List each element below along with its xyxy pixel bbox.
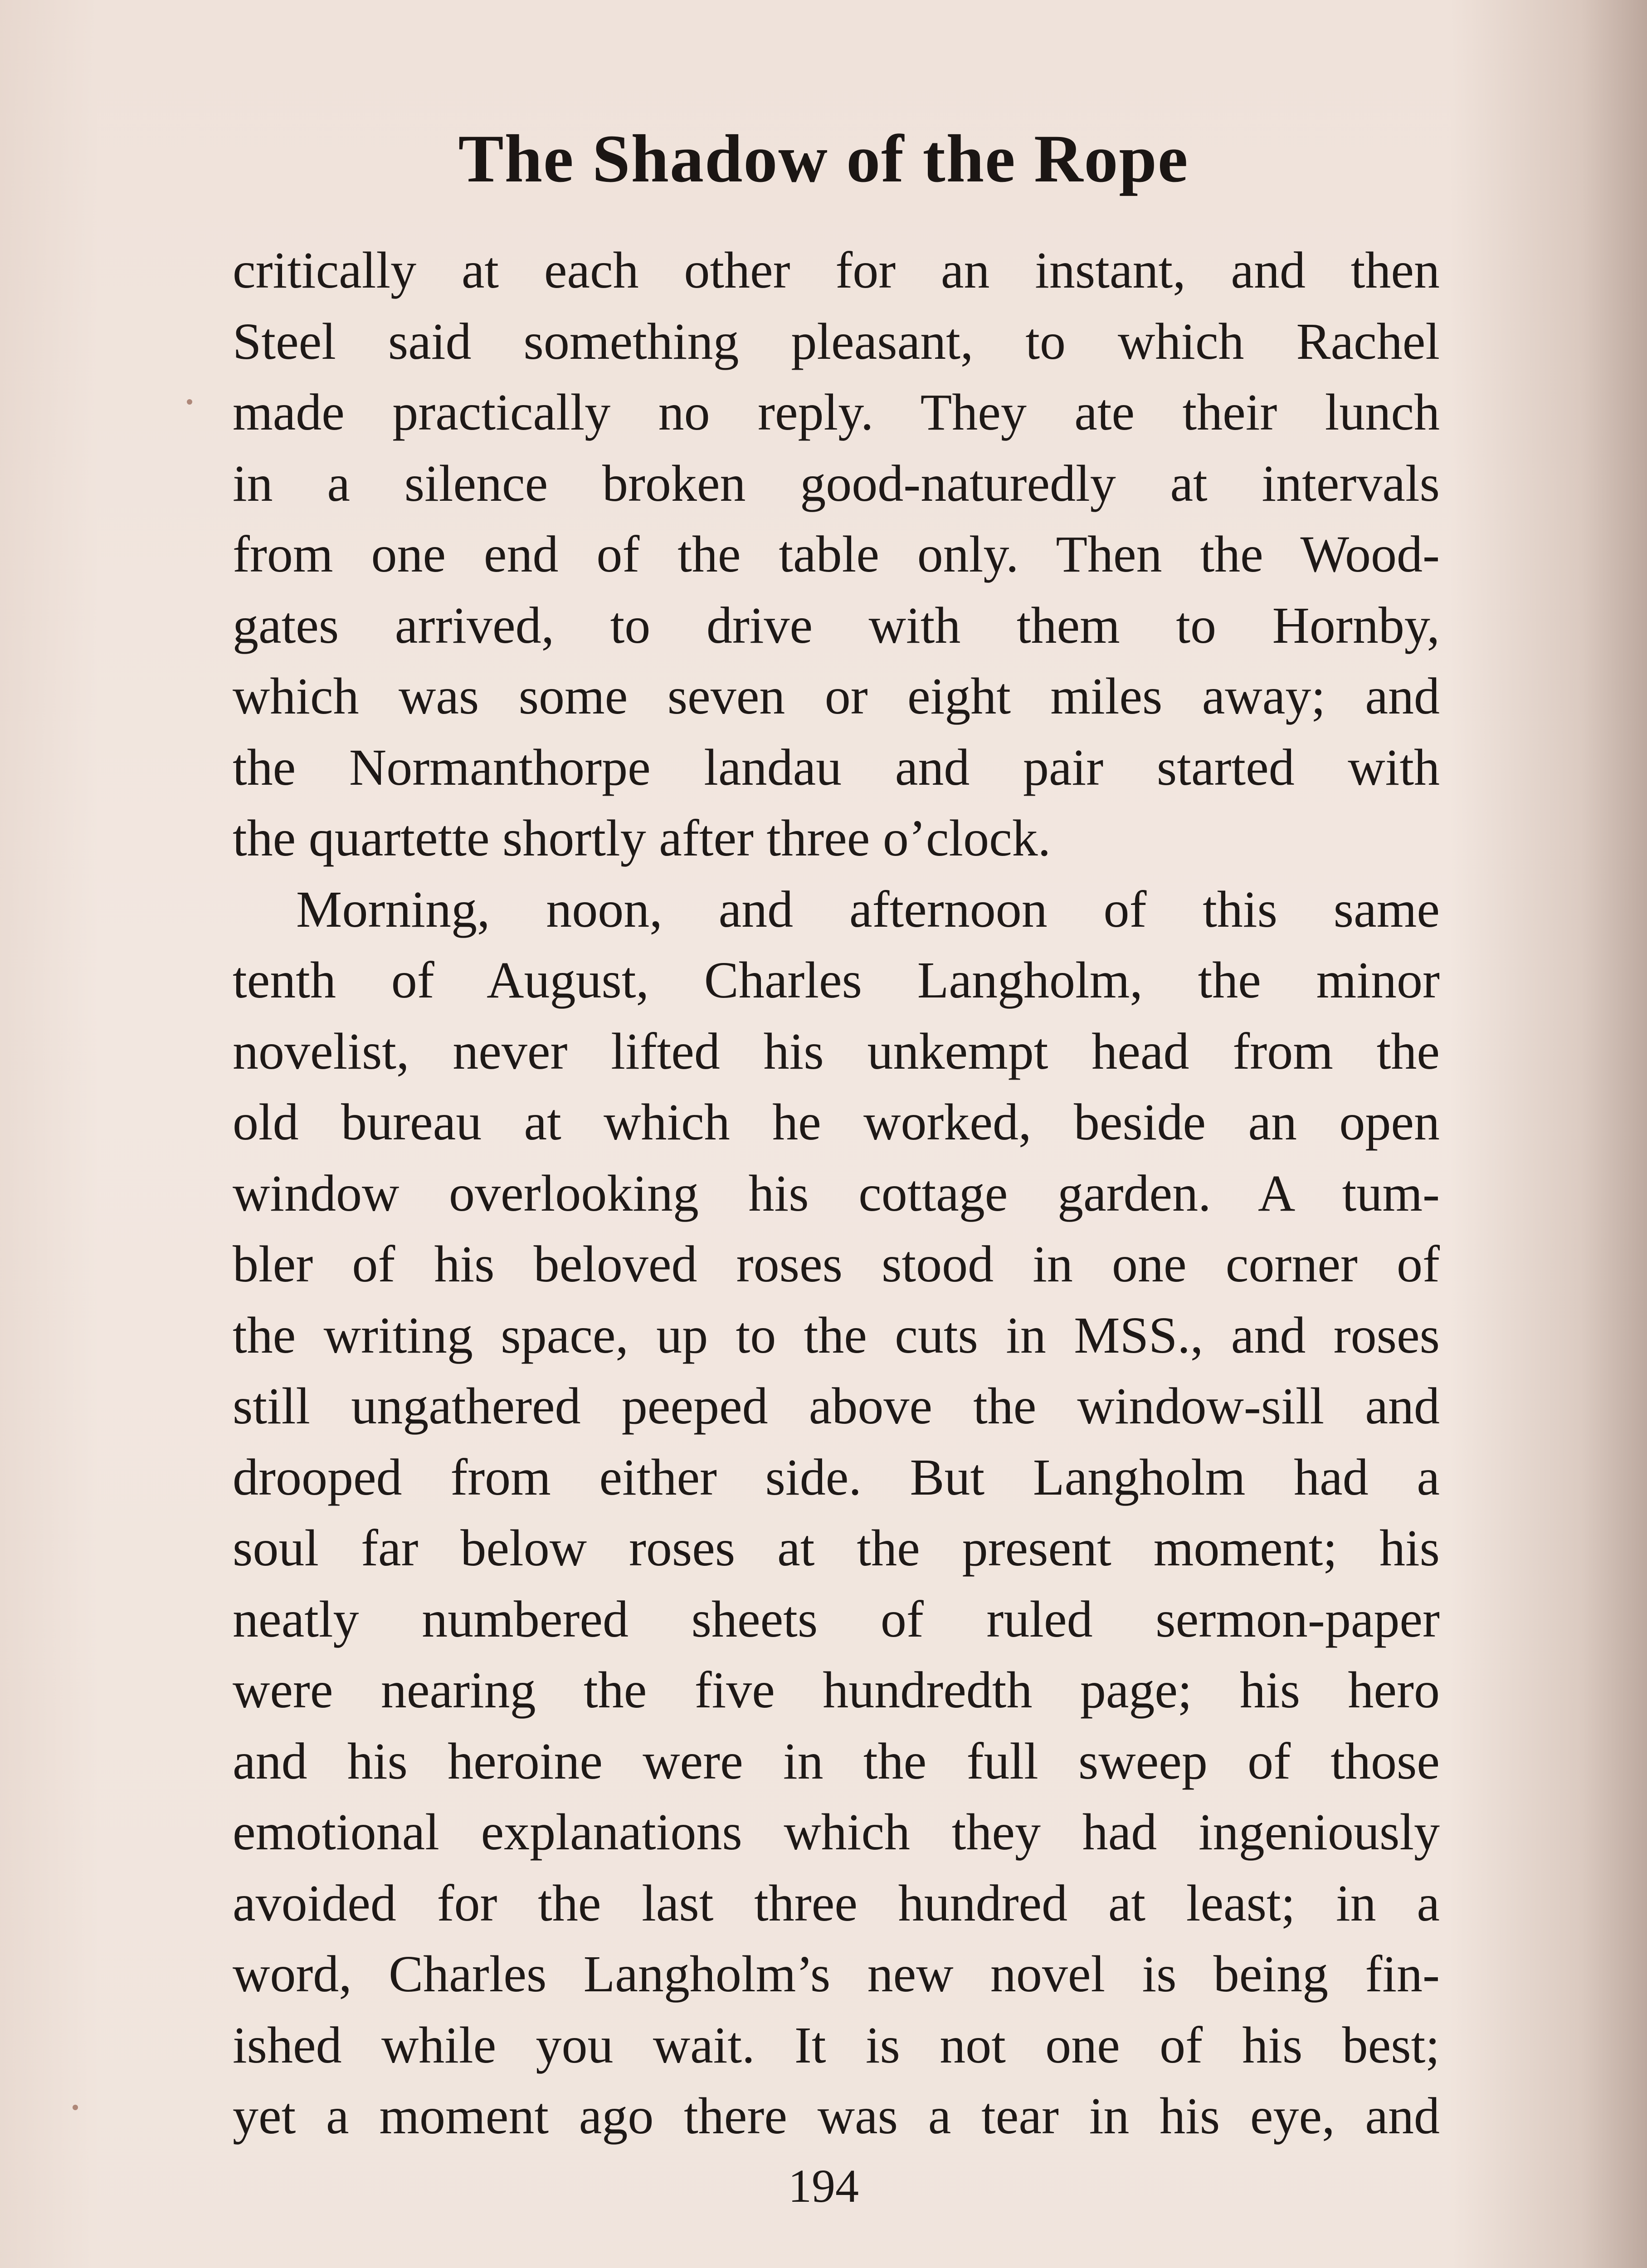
text-line: avoided for the last three hundred at least; in a: [233, 1874, 1440, 1932]
text-line: emotional explanations which they had ingeniously: [233, 1803, 1440, 1861]
page-number: 194: [788, 2160, 859, 2212]
text-line: gates arrived, to drive with them to Hornby,: [233, 596, 1440, 654]
text-line: critically at each other for an instant, and then: [233, 241, 1440, 299]
text-line: soul far below roses at the present moment; his: [233, 1519, 1440, 1577]
running-head: The Shadow of the Rope: [458, 121, 1189, 196]
text-line: word, Charles Langholm’s new novel is being fin-: [233, 1945, 1440, 2003]
text-line: the writing space, up to the cuts in MSS., and roses: [233, 1306, 1440, 1364]
text-line: which was some seven or eight miles away; and: [233, 667, 1440, 725]
text-line: were nearing the five hundredth page; his hero: [233, 1661, 1440, 1719]
text-line: bler of his beloved roses stood in one corner of: [233, 1235, 1440, 1293]
text-line: neatly numbered sheets of ruled sermon-paper: [233, 1590, 1440, 1648]
text-line: ished while you wait. It is not one of his best;: [233, 2016, 1440, 2074]
text-line: yet a moment ago there was a tear in his eye, and: [233, 2087, 1440, 2145]
text-line: the quartette shortly after three o’clock.: [233, 809, 1051, 867]
body-text: [233, 235, 1440, 2152]
text-line: novelist, never lifted his unkempt head from the: [233, 1022, 1440, 1080]
text-line: still ungathered peeped above the window-sill and: [233, 1377, 1440, 1435]
paper-speck: [73, 2105, 78, 2110]
text-line: window overlooking his cottage garden. A tum-: [233, 1164, 1440, 1222]
paper-speck: [187, 399, 192, 405]
text-line: Morning, noon, and afternoon of this same: [296, 880, 1440, 938]
text-line: old bureau at which he worked, beside an open: [233, 1093, 1440, 1151]
text-line: the Normanthorpe landau and pair started with: [233, 738, 1440, 796]
text-line: drooped from either side. But Langholm had a: [233, 1448, 1440, 1506]
text-line: and his heroine were in the full sweep of those: [233, 1732, 1440, 1790]
text-line: in a silence broken good-naturedly at intervals: [233, 454, 1440, 512]
text-line: from one end of the table only. Then the Wood-: [233, 525, 1440, 583]
text-line: tenth of August, Charles Langholm, the minor: [233, 951, 1440, 1009]
text-line: made practically no reply. They ate their lunch: [233, 383, 1440, 441]
text-line: Steel said something pleasant, to which Rachel: [233, 312, 1440, 370]
